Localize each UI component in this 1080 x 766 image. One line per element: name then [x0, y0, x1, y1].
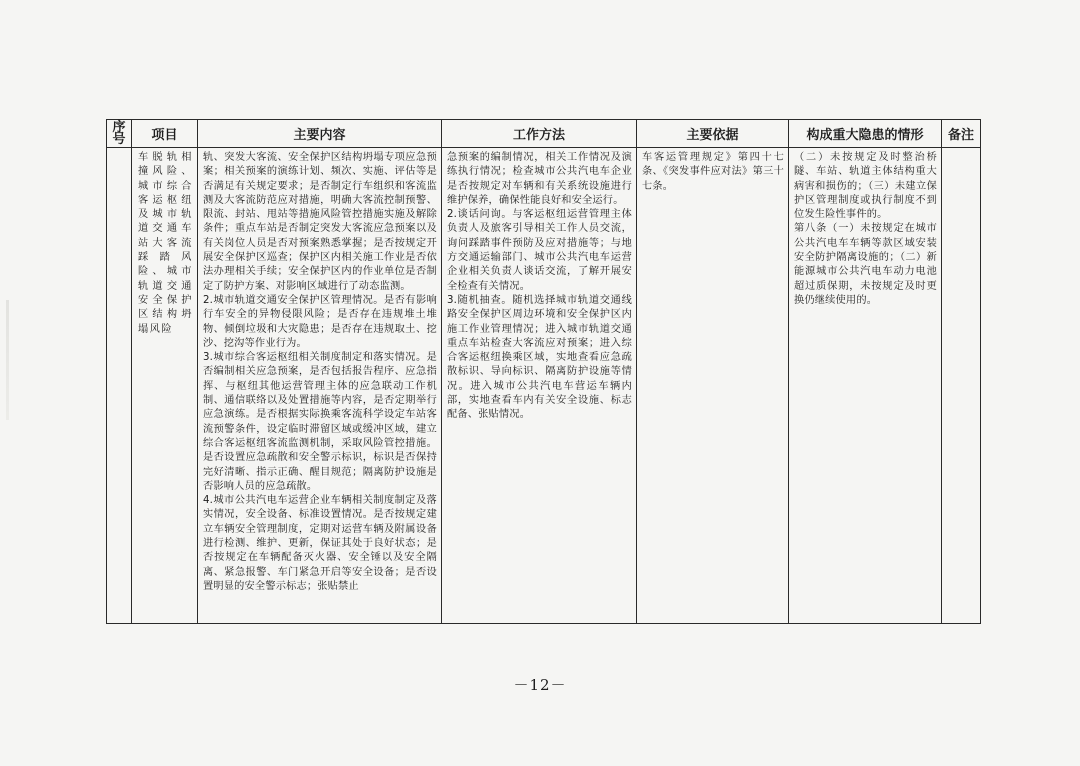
cell-method [442, 148, 637, 624]
table-row [107, 148, 981, 624]
hazard-inspection-table [106, 119, 981, 624]
header-method: 工作方法 [442, 120, 637, 148]
cell-content [198, 148, 442, 624]
header-remark: 备注 [942, 120, 981, 148]
hazard-paragraph: 第八条（一）未按规定在城市公共汽电车车辆等款区域安装安全防护隔离设施的；（二）新能源城市公共汽电车动力电池超过质保期，未按规定及时更换仍继续使用的。 [794, 223, 937, 306]
table-header-row [107, 120, 981, 148]
cell-seq [107, 148, 132, 624]
page-number: －12－ [513, 676, 567, 694]
content-paragraph: 3.城市综合客运枢纽相关制度制定和落实情况。是否编制相关应急预案，是否包括报告程序、应急指挥、与枢纽其他运营管理主体的应急联动工作机制、通信联络以及处置措施等内容，是否定期举行应急演练。是否根据实际换乘客流科学设定车站客流预警条件，设定临时滞留区域或缓冲区域，建立综合客运枢纽客流监测机制，采取风险管控措施。是否设置应急疏散和安全警示标识，标识是否保持完好清晰、指示正确、醒目规范；隔离防护设施是否影响人员的应急疏散。 [203, 352, 437, 492]
content-paragraph: 2.城市轨道交通安全保护区管理情况。是否有影响行车安全的异物侵限风险；是否存在违规堆土堆物、倾倒垃圾和大灾隐患；是否存在违规取土、挖沙、挖沟等作业行为。 [203, 294, 437, 349]
hazard-paragraph: （二）未按规定及时整治桥隧、车站、轨道主体结构重大病害和损伤的；（三）未建立保护区管理制度或执行制度不到位发生险性事件的。 [794, 152, 937, 221]
header-hazard: 构成重大隐患的情形 [789, 120, 942, 148]
basis-paragraph: 车客运管理规定》第四十七条、《突发事件应对法》第三十七条。 [642, 152, 784, 192]
header-seq: 序号 [107, 120, 132, 148]
method-paragraph: 2.谈话问询。与客运枢纽运营管理主体负责人及旅客引导相关工作人员交流，询问踩踏事件预防及应对措施等；与地方交通运输部门、城市公共汽电车运营企业相关负责人谈话交流，了解开展安全检查有关情况。 [447, 209, 632, 292]
header-basis: 主要依据 [637, 120, 789, 148]
scan-edge-mark [6, 300, 9, 420]
header-content: 主要内容 [198, 120, 442, 148]
header-item: 项目 [132, 120, 198, 148]
cell-remark [942, 148, 981, 624]
cell-hazard [789, 148, 942, 624]
cell-basis [637, 148, 789, 624]
content-paragraph: 轨、突发大客流、安全保护区结构坍塌专项应急预案；相关预案的演练计划、频次、实施、评估等是否满足有关规定要求；是否制定行车组织和客流监测及大客流防范应对措施，明确大客流控制预警、限流、封站、甩站等措施风险管控措施实施及解除条件；重点车站是否制定突发大客流应急预案以及有关岗位人员是否对预案熟悉掌握；是否按规定开展安全保护区巡查；保护区内相关施工作业是否依法办理相关手续；安全保护区内的作业单位是否制定了防护方案、对影响区域进行了动态监测。 [203, 152, 437, 292]
content-paragraph: 4.城市公共汽电车运营企业车辆相关制度制定及落实情况，安全设备、标准设置情况。是否按规定建立车辆安全管理制度，定期对运营车辆及附属设备进行检测、维护、更新，保证其处于良好状态；是否按规定在车辆配备灭火器、安全锤以及安全隔离、紧急报警、车门紧急开启等安全设备；是否设置明显的安全警示标志；张贴禁止 [203, 495, 437, 592]
method-paragraph: 急预案的编制情况，相关工作情况及演练执行情况；检查城市公共汽电车企业是否按规定对车辆和有关系统设施进行维护保养，确保性能良好和安全运行。 [447, 152, 632, 206]
cell-item: 车脱轨相撞风险、城市综合客运枢纽及城市轨道交通车站大客流踩踏风险、城市轨道交通安全保护区结构坍塌风险 [132, 148, 198, 624]
method-paragraph: 3.随机抽查。随机选择城市轨道交通线路安全保护区周边环境和安全保护区内施工作业管理情况；进入城市轨道交通重点车站检查大客流应对预案；进入综合客运枢纽换乘区域，实地查看应急疏散标识、导向标识、隔离防护设施等情况。进入城市公共汽电车营运车辆内部，实地查看车内有关安全设施、标志配备、张贴情况。 [447, 294, 632, 421]
